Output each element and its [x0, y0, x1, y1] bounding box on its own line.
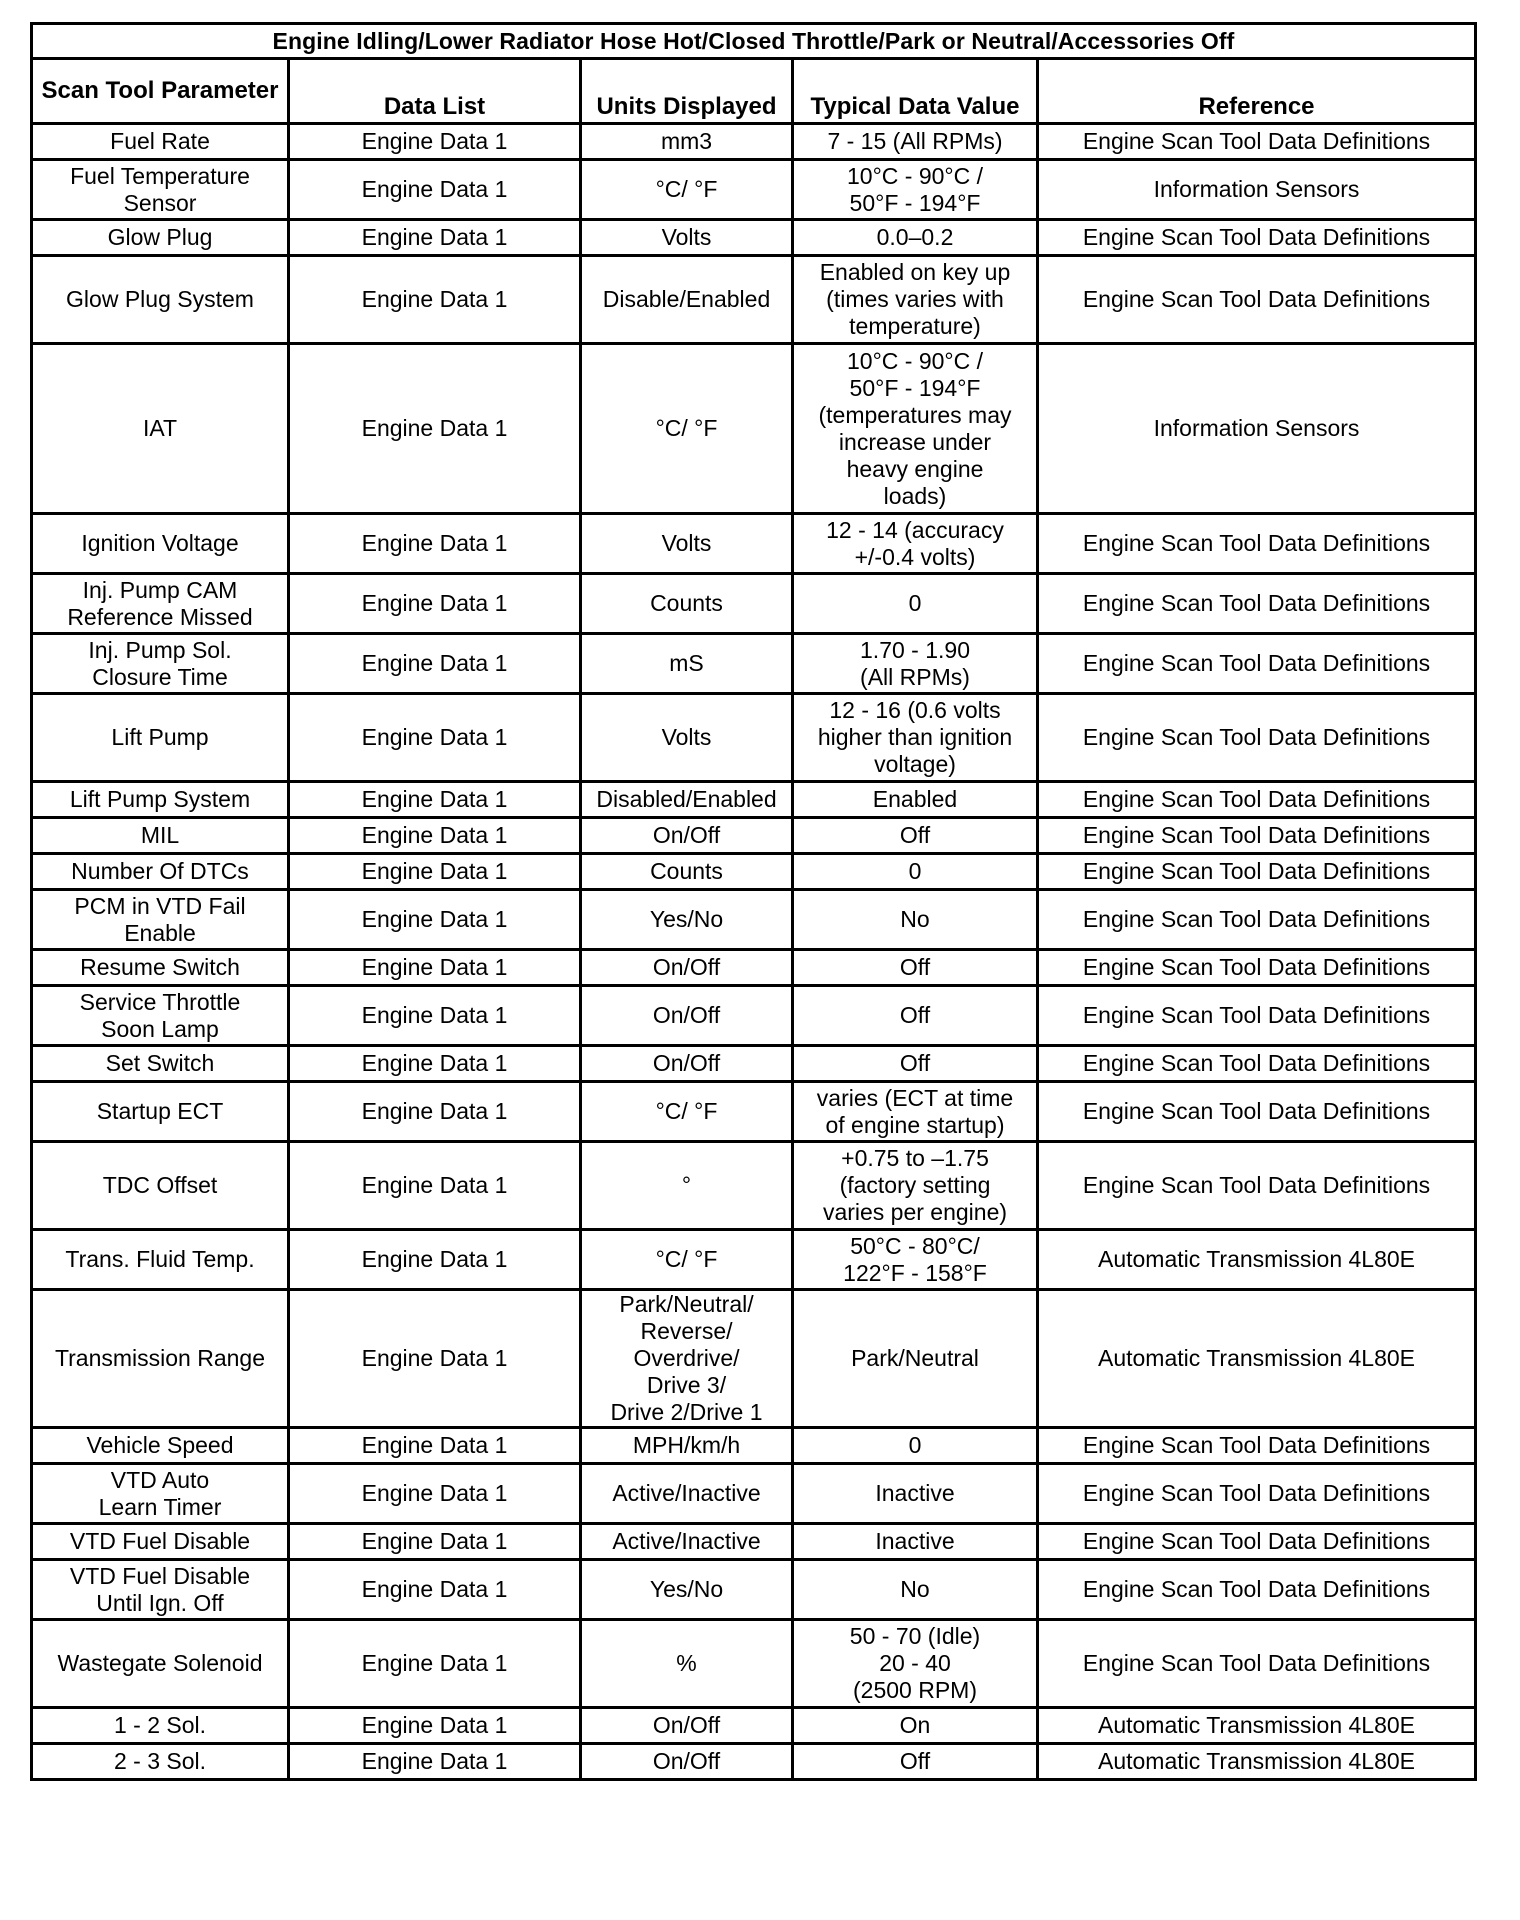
row-units: °C/ °F: [581, 1082, 793, 1142]
row-parameter: Wastegate Solenoid: [32, 1620, 289, 1708]
row-parameter: Fuel Temperature Sensor: [32, 160, 289, 220]
row-parameter: PCM in VTD Fail Enable: [32, 890, 289, 950]
header-units: Units Displayed: [581, 59, 793, 124]
row-typical-value: Off: [793, 950, 1038, 986]
row-data-list: Engine Data 1: [289, 890, 581, 950]
row-typical-value: On: [793, 1708, 1038, 1744]
row-units: mm3: [581, 124, 793, 160]
row-parameter: Fuel Rate: [32, 124, 289, 160]
row-typical-value: Park/Neutral: [793, 1290, 1038, 1428]
row-units: Volts: [581, 694, 793, 782]
row-parameter: Service Throttle Soon Lamp: [32, 986, 289, 1046]
row-parameter: 2 - 3 Sol.: [32, 1744, 289, 1780]
row-typical-value: 1.70 - 1.90 (All RPMs): [793, 634, 1038, 694]
row-typical-value: 50°C - 80°C/ 122°F - 158°F: [793, 1230, 1038, 1290]
row-reference: Engine Scan Tool Data Definitions: [1038, 950, 1476, 986]
row-data-list: Engine Data 1: [289, 160, 581, 220]
row-reference: Engine Scan Tool Data Definitions: [1038, 854, 1476, 890]
row-reference: Engine Scan Tool Data Definitions: [1038, 986, 1476, 1046]
row-reference: Engine Scan Tool Data Definitions: [1038, 1046, 1476, 1082]
row-units: °C/ °F: [581, 344, 793, 514]
row-parameter: Lift Pump: [32, 694, 289, 782]
row-units: Active/Inactive: [581, 1524, 793, 1560]
scan-tool-data-table: [30, 22, 1477, 1781]
row-parameter: Vehicle Speed: [32, 1428, 289, 1464]
row-reference: Automatic Transmission 4L80E: [1038, 1708, 1476, 1744]
row-typical-value: 10°C - 90°C / 50°F - 194°F: [793, 160, 1038, 220]
row-reference: Engine Scan Tool Data Definitions: [1038, 514, 1476, 574]
row-typical-value: 7 - 15 (All RPMs): [793, 124, 1038, 160]
row-reference: Engine Scan Tool Data Definitions: [1038, 818, 1476, 854]
row-parameter: Startup ECT: [32, 1082, 289, 1142]
row-parameter: TDC Offset: [32, 1142, 289, 1230]
row-parameter: 1 - 2 Sol.: [32, 1708, 289, 1744]
row-units: °C/ °F: [581, 1230, 793, 1290]
row-units: MPH/km/h: [581, 1428, 793, 1464]
row-reference: Engine Scan Tool Data Definitions: [1038, 124, 1476, 160]
header-reference: Reference: [1038, 59, 1476, 124]
row-data-list: Engine Data 1: [289, 574, 581, 634]
row-data-list: Engine Data 1: [289, 1142, 581, 1230]
row-data-list: Engine Data 1: [289, 1560, 581, 1620]
table-row: [32, 160, 1476, 220]
row-data-list: Engine Data 1: [289, 220, 581, 256]
row-typical-value: 0: [793, 1428, 1038, 1464]
row-typical-value: Off: [793, 818, 1038, 854]
row-units: On/Off: [581, 1744, 793, 1780]
row-typical-value: Off: [793, 1744, 1038, 1780]
row-data-list: Engine Data 1: [289, 1230, 581, 1290]
row-units: Counts: [581, 574, 793, 634]
row-parameter: VTD Fuel Disable Until Ign. Off: [32, 1560, 289, 1620]
row-parameter: Resume Switch: [32, 950, 289, 986]
row-data-list: Engine Data 1: [289, 1082, 581, 1142]
row-units: Volts: [581, 220, 793, 256]
row-parameter: Glow Plug System: [32, 256, 289, 344]
row-units: Counts: [581, 854, 793, 890]
row-data-list: Engine Data 1: [289, 514, 581, 574]
row-typical-value: 0.0–0.2: [793, 220, 1038, 256]
table-row: [32, 514, 1476, 574]
row-reference: Engine Scan Tool Data Definitions: [1038, 1082, 1476, 1142]
header-typical-value: Typical Data Value: [793, 59, 1038, 124]
row-units: °C/ °F: [581, 160, 793, 220]
table-row: [32, 694, 1476, 782]
row-typical-value: 12 - 14 (accuracy +/-0.4 volts): [793, 514, 1038, 574]
table-row: [32, 782, 1476, 818]
row-parameter: Number Of DTCs: [32, 854, 289, 890]
table-row: [32, 256, 1476, 344]
row-parameter: Trans. Fluid Temp.: [32, 1230, 289, 1290]
row-reference: Engine Scan Tool Data Definitions: [1038, 1428, 1476, 1464]
row-reference: Automatic Transmission 4L80E: [1038, 1290, 1476, 1428]
table-row: [32, 1620, 1476, 1708]
row-reference: Engine Scan Tool Data Definitions: [1038, 634, 1476, 694]
row-parameter: Glow Plug: [32, 220, 289, 256]
row-parameter: Inj. Pump CAM Reference Missed: [32, 574, 289, 634]
row-data-list: Engine Data 1: [289, 986, 581, 1046]
row-parameter: VTD Auto Learn Timer: [32, 1464, 289, 1524]
table-row: [32, 124, 1476, 160]
table-row: [32, 950, 1476, 986]
row-units: %: [581, 1620, 793, 1708]
row-typical-value: 50 - 70 (Idle) 20 - 40 (2500 RPM): [793, 1620, 1038, 1708]
row-parameter: Set Switch: [32, 1046, 289, 1082]
row-data-list: Engine Data 1: [289, 1744, 581, 1780]
row-reference: Engine Scan Tool Data Definitions: [1038, 574, 1476, 634]
row-data-list: Engine Data 1: [289, 950, 581, 986]
row-units: °: [581, 1142, 793, 1230]
header-parameter: Scan Tool Parameter: [32, 59, 289, 124]
row-parameter: Transmission Range: [32, 1290, 289, 1428]
row-units: On/Off: [581, 1708, 793, 1744]
row-units: Disable/Enabled: [581, 256, 793, 344]
row-typical-value: 0: [793, 574, 1038, 634]
row-typical-value: Off: [793, 1046, 1038, 1082]
row-reference: Engine Scan Tool Data Definitions: [1038, 1524, 1476, 1560]
row-data-list: Engine Data 1: [289, 1428, 581, 1464]
row-data-list: Engine Data 1: [289, 344, 581, 514]
row-typical-value: +0.75 to –1.75 (factory setting varies per engine): [793, 1142, 1038, 1230]
row-typical-value: No: [793, 890, 1038, 950]
row-data-list: Engine Data 1: [289, 782, 581, 818]
table-row: [32, 1560, 1476, 1620]
row-data-list: Engine Data 1: [289, 634, 581, 694]
row-reference: Automatic Transmission 4L80E: [1038, 1744, 1476, 1780]
row-typical-value: 0: [793, 854, 1038, 890]
row-data-list: Engine Data 1: [289, 1708, 581, 1744]
row-typical-value: Inactive: [793, 1464, 1038, 1524]
row-reference: Engine Scan Tool Data Definitions: [1038, 1620, 1476, 1708]
row-units: Active/Inactive: [581, 1464, 793, 1524]
row-parameter: MIL: [32, 818, 289, 854]
row-typical-value: 12 - 16 (0.6 volts higher than ignition voltage): [793, 694, 1038, 782]
row-reference: Engine Scan Tool Data Definitions: [1038, 1464, 1476, 1524]
row-parameter: Ignition Voltage: [32, 514, 289, 574]
row-data-list: Engine Data 1: [289, 1524, 581, 1560]
row-units: On/Off: [581, 950, 793, 986]
row-typical-value: varies (ECT at time of engine startup): [793, 1082, 1038, 1142]
table-row: [32, 986, 1476, 1046]
row-units: Yes/No: [581, 890, 793, 950]
row-units: mS: [581, 634, 793, 694]
row-typical-value: No: [793, 1560, 1038, 1620]
row-typical-value: 10°C - 90°C / 50°F - 194°F (temperatures may increase under heavy engine loads): [793, 344, 1038, 514]
row-reference: Engine Scan Tool Data Definitions: [1038, 1142, 1476, 1230]
table-row: [32, 1082, 1476, 1142]
table-row: [32, 1428, 1476, 1464]
table-row: [32, 1290, 1476, 1428]
row-units: Disabled/Enabled: [581, 782, 793, 818]
row-parameter: IAT: [32, 344, 289, 514]
row-units: On/Off: [581, 1046, 793, 1082]
row-data-list: Engine Data 1: [289, 124, 581, 160]
row-parameter: Inj. Pump Sol. Closure Time: [32, 634, 289, 694]
row-reference: Engine Scan Tool Data Definitions: [1038, 890, 1476, 950]
row-data-list: Engine Data 1: [289, 1046, 581, 1082]
row-typical-value: Off: [793, 986, 1038, 1046]
table-row: [32, 1230, 1476, 1290]
row-units: On/Off: [581, 818, 793, 854]
row-units: Yes/No: [581, 1560, 793, 1620]
row-reference: Information Sensors: [1038, 344, 1476, 514]
row-reference: Engine Scan Tool Data Definitions: [1038, 1560, 1476, 1620]
row-data-list: Engine Data 1: [289, 256, 581, 344]
table-row: [32, 854, 1476, 890]
table-row: [32, 1464, 1476, 1524]
header-data-list: Data List: [289, 59, 581, 124]
row-reference: Engine Scan Tool Data Definitions: [1038, 256, 1476, 344]
row-units: On/Off: [581, 986, 793, 1046]
row-data-list: Engine Data 1: [289, 1620, 581, 1708]
table-row: [32, 574, 1476, 634]
table-row: [32, 1708, 1476, 1744]
table-title: Engine Idling/Lower Radiator Hose Hot/Closed Throttle/Park or Neutral/Accessories Off: [32, 24, 1476, 59]
row-typical-value: Enabled on key up (times varies with temperature): [793, 256, 1038, 344]
row-data-list: Engine Data 1: [289, 1464, 581, 1524]
row-parameter: VTD Fuel Disable: [32, 1524, 289, 1560]
table-row: [32, 1524, 1476, 1560]
row-reference: Information Sensors: [1038, 160, 1476, 220]
row-data-list: Engine Data 1: [289, 818, 581, 854]
row-parameter: Lift Pump System: [32, 782, 289, 818]
row-data-list: Engine Data 1: [289, 1290, 581, 1428]
row-reference: Engine Scan Tool Data Definitions: [1038, 220, 1476, 256]
row-units: Volts: [581, 514, 793, 574]
table-row: [32, 634, 1476, 694]
table-row: [32, 1744, 1476, 1780]
table-row: [32, 818, 1476, 854]
row-reference: Engine Scan Tool Data Definitions: [1038, 782, 1476, 818]
row-units: Park/Neutral/ Reverse/ Overdrive/ Drive 3/ Drive 2/Drive 1: [581, 1290, 793, 1428]
table-row: [32, 1142, 1476, 1230]
row-typical-value: Inactive: [793, 1524, 1038, 1560]
table-row: [32, 1046, 1476, 1082]
row-data-list: Engine Data 1: [289, 694, 581, 782]
row-reference: Automatic Transmission 4L80E: [1038, 1230, 1476, 1290]
header-row: [32, 59, 1476, 124]
table-row: [32, 220, 1476, 256]
table-row: [32, 344, 1476, 514]
row-data-list: Engine Data 1: [289, 854, 581, 890]
row-typical-value: Enabled: [793, 782, 1038, 818]
row-reference: Engine Scan Tool Data Definitions: [1038, 694, 1476, 782]
table-row: [32, 890, 1476, 950]
